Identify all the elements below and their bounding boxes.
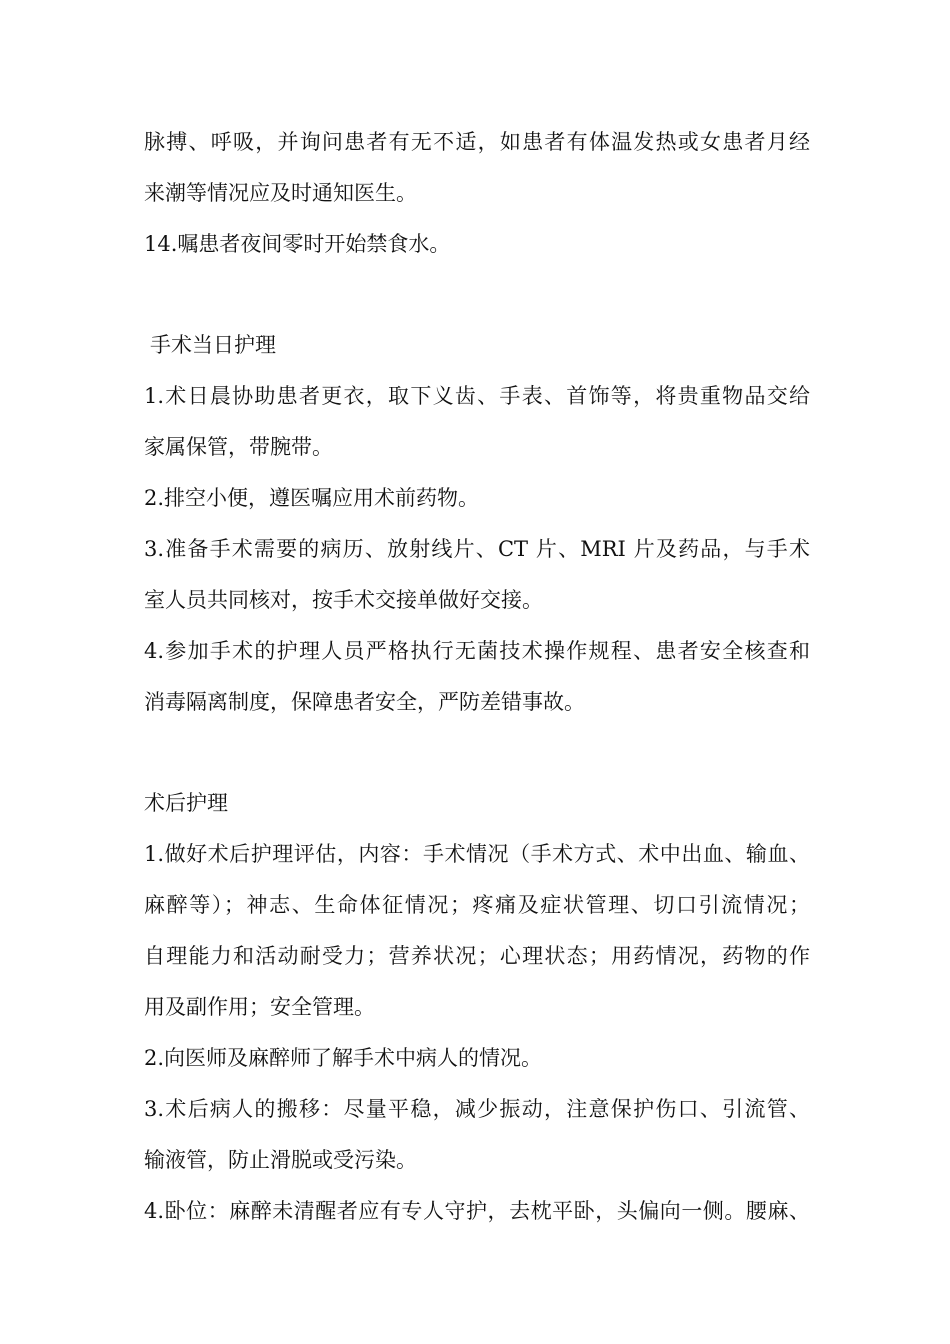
text-line: 4.参加手术的护理人员严格执行无菌技术操作规程、患者安全核查和 <box>144 639 810 663</box>
text-line: 2.排空小便，遵医嘱应用术前药物。 <box>144 486 480 510</box>
text-line: 输液管，防止滑脱或受污染。 <box>144 1148 417 1172</box>
section-heading-post-op: 术后护理 <box>144 791 228 815</box>
section-heading-surgery-day: 手术当日护理 <box>150 333 276 357</box>
text-line: 14.嘱患者夜间零时开始禁食水。 <box>144 232 451 256</box>
text-line: 室人员共同核对，按手术交接单做好交接。 <box>144 588 543 612</box>
text-line: 脉搏、呼吸，并询问患者有无不适，如患者有体温发热或女患者月经 <box>144 130 810 154</box>
text-line: 3.准备手术需要的病历、放射线片、CT 片、MRI 片及药品，与手术 <box>144 537 810 561</box>
text-line: 自理能力和活动耐受力；营养状况；心理状态；用药情况，药物的作 <box>144 944 810 968</box>
text-line: 用及副作用；安全管理。 <box>144 995 375 1019</box>
text-line: 2.向医师及麻醉师了解手术中病人的情况。 <box>144 1046 543 1070</box>
section-gap <box>144 270 810 320</box>
document-body <box>144 117 810 1237</box>
section-gap <box>144 728 810 778</box>
text-line: 4.卧位：麻醉未清醒者应有专人守护，去枕平卧，头偏向一侧。腰麻、 <box>144 1199 810 1223</box>
text-line: 麻醉等）；神志、生命体征情况；疼痛及症状管理、切口引流情况； <box>144 893 810 917</box>
text-line: 1.术日晨协助患者更衣，取下义齿、手表、首饰等，将贵重物品交给 <box>144 384 810 408</box>
text-line: 3.术后病人的搬移：尽量平稳，减少振动，注意保护伤口、引流管、 <box>144 1097 810 1121</box>
text-line: 来潮等情况应及时通知医生。 <box>144 181 417 205</box>
text-line: 家属保管，带腕带。 <box>144 435 333 459</box>
text-line: 消毒隔离制度，保障患者安全，严防差错事故。 <box>144 690 585 714</box>
text-line: 1.做好术后护理评估，内容：手术情况（手术方式、术中出血、输血、 <box>144 842 810 866</box>
